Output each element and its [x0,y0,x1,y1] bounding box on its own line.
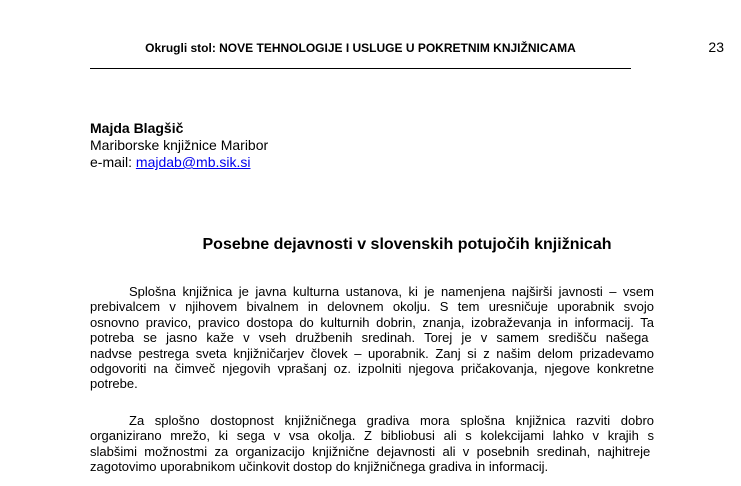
running-header-title: Okrugli stol: NOVE TEHNOLOGIJE I USLUGE U POKRETNIM KNJIŽNICAMA [145,41,576,55]
header-divider [90,68,631,69]
running-header [90,40,724,60]
paragraph-line: Za splošno dostopnost knjižničnega gradiva mora splošna knjižnica razviti dobro [129,413,654,428]
page-number: 23 [708,39,724,55]
author-name: Majda Blagšič [90,120,184,136]
author-block [90,120,268,171]
paragraph-line: potrebe. [90,376,138,392]
article-title: Posebne dejavnosti v slovenskih potujočih knjižnicah [202,236,612,253]
paragraph-line: prebivalcem v njihovem bivalnem in delovnem okolju. S tem uresničuje uporabnik svojo [90,299,654,315]
paragraph-line: Splošna knjižnica je javna kulturna ustanova, ki je namenjena najširši javnosti – vsem [129,284,654,299]
author-email-line [90,154,268,171]
body-paragraph-1 [90,284,654,392]
paragraph-line: osnovno pravico, pravico dostopa do kulturnih dobrin, znanja, izobraževanja in informacij. Ta [90,314,654,330]
paragraph-line: nadvse pestrega sveta knjižničarjev človek – uporabnik. Zanj si z našim delom prizadevamo [90,345,654,361]
paragraph-line: organizirano mrežo, ki sega v vsa okolja. Z bibliobusi ali s kolekcijami lahko v krajih s [90,428,654,444]
email-link[interactable]: majdab@mb.sik.si [135,154,251,170]
paragraph-line: slabšimi možnostmi za organizacijo knjižnične dejavnosti ali v posebnih sredinah, najhitreje [90,443,651,459]
paragraph-line: odgovoriti na čimveč njegovih vprašanj oz. izpolniti njegova pričakovanja, njegove konkretne [90,361,654,377]
paragraph-line: zagotovimo uporabnikom učinkovit dostop do knjižničnega gradiva in informacij. [90,459,549,475]
email-label: e-mail: [90,154,136,170]
author-affiliation: Mariborske knjižnice Maribor [90,137,269,153]
body-paragraph-2 [90,413,654,475]
paragraph-line: potreba se jasno kaže v vseh družbenih sredinah. Torej je v samem središču našega [90,330,649,346]
